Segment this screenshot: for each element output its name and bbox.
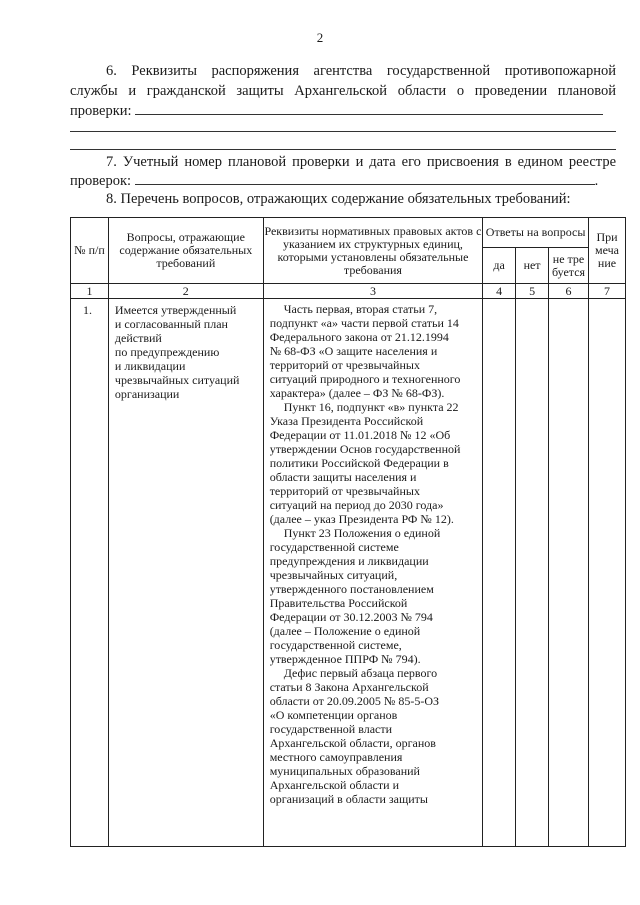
column-number: 5 bbox=[516, 284, 549, 299]
row-question-text: Имеется утвержденный и согласованный план действий по предупреждению и ликвидации чрезвычайных ситуаций организации bbox=[114, 303, 240, 401]
blank-line-2 bbox=[70, 149, 616, 150]
requisite-paragraph: Часть первая, вторая статьи 7, подпункт «а» части первой статьи 14 Федерального закона от 21.12.1994 № 68-ФЗ «О защите населения и территорий от чрезвычайных ситуаций природного и техногенного характера» (далее – ФЗ № 68-ФЗ). bbox=[269, 302, 461, 400]
blank-line-1 bbox=[70, 131, 616, 132]
header-row-1 bbox=[71, 218, 626, 248]
requisite-paragraph: Пункт 16, подпункт «в» пункта 22 Указа Президента Российской Федерации от 11.01.2018 № 12 «Об утверждении Основ государственной политики Российской Федерации в области защиты населения и территорий от чрезвычайных ситуаций на период до 2030 года» (далее – указ Президента РФ № 12). bbox=[269, 400, 461, 526]
row-question bbox=[108, 299, 263, 847]
column-numbers-row bbox=[71, 284, 626, 299]
table-row bbox=[71, 299, 626, 847]
column-number: 6 bbox=[549, 284, 589, 299]
row-number: 1. bbox=[71, 299, 109, 847]
item6-line2: службы и гражданской защиты Архангельской области о проведении плановой bbox=[70, 83, 616, 99]
header-questions: Вопросы, отражающие содержание обязательных требований bbox=[108, 218, 263, 284]
answer-yes-cell[interactable] bbox=[483, 299, 516, 847]
header-not-required: не тре буется bbox=[549, 248, 589, 284]
item7-line2 bbox=[70, 172, 616, 190]
column-number: 4 bbox=[483, 284, 516, 299]
requisite-paragraph: Пункт 23 Положения о единой государственной системе предупреждения и ликвидации чрезвычайных ситуаций, утвержденного постановлением Правительства Российской Федерации от 30.12.2003 № 794 (далее – Положение о единой государственной системе, утвержденное ППРФ № 794). bbox=[269, 526, 441, 666]
header-no: нет bbox=[516, 248, 549, 284]
header-answers: Ответы на вопросы bbox=[483, 218, 589, 248]
item6-fill-line bbox=[135, 102, 603, 115]
header-num: № п/п bbox=[71, 218, 109, 284]
answer-no-cell[interactable] bbox=[516, 299, 549, 847]
requisite-paragraph: Дефис первый абзаца первого статьи 8 Закона Архангельской области от 20.09.2005 № 85-5-ОЗ «О компетенции органов государственной власти Архангельской области, органов местного самоуправления муниципальных образований Архангельской области и организаций в области защиты bbox=[269, 666, 440, 806]
column-number: 3 bbox=[263, 284, 483, 299]
note-cell[interactable] bbox=[589, 299, 626, 847]
item6-line3-label: проверки: bbox=[70, 103, 132, 119]
column-number: 1 bbox=[71, 284, 109, 299]
item6-line1: 6. Реквизиты распоряжения агентства государственной противопожарной bbox=[106, 63, 616, 79]
item8-heading: 8. Перечень вопросов, отражающих содержание обязательных требований: bbox=[106, 191, 571, 207]
header-note: При меча ние bbox=[589, 218, 626, 284]
item6-line3 bbox=[70, 102, 616, 120]
page-number: 2 bbox=[316, 30, 324, 45]
item7-fill-line bbox=[135, 172, 595, 185]
item7-line2-label: проверок: bbox=[70, 173, 132, 189]
answer-not-required-cell[interactable] bbox=[549, 299, 589, 847]
column-number: 7 bbox=[589, 284, 626, 299]
requirements-table bbox=[70, 217, 626, 847]
item7-line2-end: . bbox=[594, 173, 599, 189]
row-requisites bbox=[263, 299, 483, 847]
header-yes: да bbox=[483, 248, 516, 284]
column-number: 2 bbox=[108, 284, 263, 299]
item7-line1: 7. Учетный номер плановой проверки и дата его присвоения в едином реестре bbox=[106, 154, 616, 170]
header-requisites: Реквизиты нормативных правовых актов с указанием их структурных единиц, которыми установлены обязательные требования bbox=[263, 218, 483, 284]
